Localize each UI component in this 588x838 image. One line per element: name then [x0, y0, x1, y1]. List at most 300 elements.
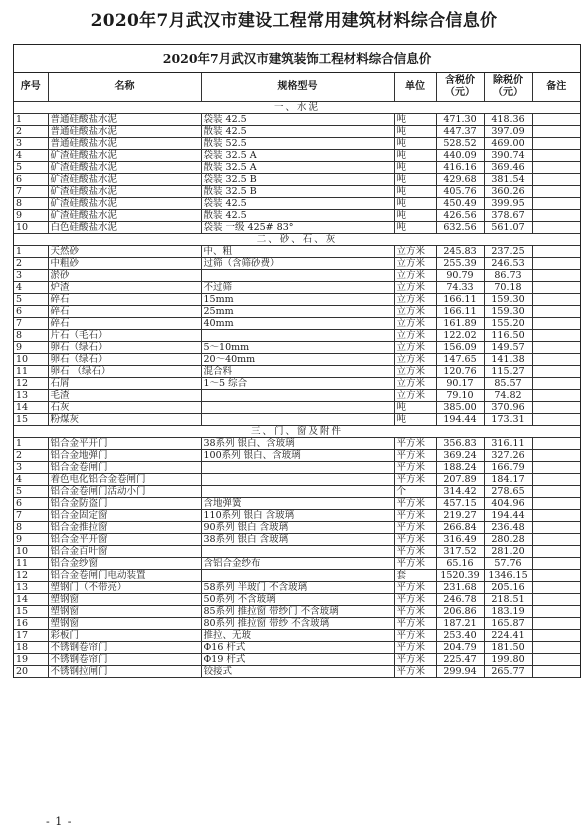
- table-row: [14, 294, 580, 306]
- cell-tax-excl: 155.20: [484, 318, 532, 330]
- cell-tax-excl: 57.76: [484, 558, 532, 570]
- cell-spec: 推拉、无玻: [201, 630, 394, 642]
- cell-tax-excl: 181.50: [484, 642, 532, 654]
- cell-remark: [532, 474, 580, 486]
- cell-no: 15: [14, 606, 48, 618]
- cell-spec: 中、粗: [201, 246, 394, 258]
- cell-tax-excl: 85.57: [484, 378, 532, 390]
- cell-name: 石屑: [48, 378, 201, 390]
- cell-remark: [532, 246, 580, 258]
- cell-tax-excl: 561.07: [484, 222, 532, 234]
- cell-name: 碎石: [48, 294, 201, 306]
- cell-remark: [532, 342, 580, 354]
- cell-tax-incl: 74.33: [436, 282, 484, 294]
- cell-unit: 平方米: [394, 450, 436, 462]
- section-header-row: [14, 102, 580, 114]
- cell-spec: 不过筛: [201, 282, 394, 294]
- cell-remark: [532, 462, 580, 474]
- cell-name: 铝合金固定窗: [48, 510, 201, 522]
- cell-tax-incl: 253.40: [436, 630, 484, 642]
- cell-name: 铝合金防盗门: [48, 498, 201, 510]
- cell-no: 9: [14, 534, 48, 546]
- table-row: [14, 138, 580, 150]
- cell-unit: 立方米: [394, 246, 436, 258]
- cell-unit: 平方米: [394, 594, 436, 606]
- cell-unit: 吨: [394, 126, 436, 138]
- cell-tax-incl: 156.09: [436, 342, 484, 354]
- cell-no: 3: [14, 270, 48, 282]
- cell-name: 卵石（绿石）: [48, 354, 201, 366]
- cell-name: 石灰: [48, 402, 201, 414]
- cell-spec: 含铝合金纱布: [201, 558, 394, 570]
- cell-no: 8: [14, 330, 48, 342]
- cell-tax-incl: 122.02: [436, 330, 484, 342]
- table-row: [14, 402, 580, 414]
- cell-tax-excl: 360.26: [484, 186, 532, 198]
- cell-unit: 吨: [394, 174, 436, 186]
- cell-spec: 100系列 银白、含玻璃: [201, 450, 394, 462]
- header-remark: 备注: [532, 73, 580, 102]
- cell-name: 铝合金卷闸门活动小门: [48, 486, 201, 498]
- cell-name: 白色硅酸盐水泥: [48, 222, 201, 234]
- cell-name: 普通硅酸盐水泥: [48, 138, 201, 150]
- cell-tax-excl: 278.65: [484, 486, 532, 498]
- cell-unit: 吨: [394, 210, 436, 222]
- cell-tax-excl: 149.57: [484, 342, 532, 354]
- cell-name: 铝合金卷闸门电动装置: [48, 570, 201, 582]
- cell-name: 铝合金地弹门: [48, 450, 201, 462]
- cell-remark: [532, 306, 580, 318]
- cell-no: 9: [14, 342, 48, 354]
- table-row: [14, 390, 580, 402]
- cell-remark: [532, 258, 580, 270]
- cell-spec: [201, 546, 394, 558]
- table-body: [14, 102, 580, 678]
- table-row: [14, 594, 580, 606]
- cell-remark: [532, 450, 580, 462]
- cell-remark: [532, 318, 580, 330]
- table-row: [14, 174, 580, 186]
- cell-name: 不锈钢卷帘门: [48, 642, 201, 654]
- cell-unit: 平方米: [394, 522, 436, 534]
- cell-spec: [201, 462, 394, 474]
- cell-tax-excl: 194.44: [484, 510, 532, 522]
- cell-unit: 平方米: [394, 462, 436, 474]
- cell-spec: 散装 42.5: [201, 126, 394, 138]
- cell-name: 塑钢窗: [48, 618, 201, 630]
- cell-no: 14: [14, 402, 48, 414]
- cell-tax-incl: 440.09: [436, 150, 484, 162]
- cell-unit: 立方米: [394, 342, 436, 354]
- header-no: 序号: [14, 73, 48, 102]
- cell-tax-excl: 236.48: [484, 522, 532, 534]
- cell-remark: [532, 150, 580, 162]
- cell-no: 1: [14, 438, 48, 450]
- table-row: [14, 462, 580, 474]
- cell-no: 10: [14, 354, 48, 366]
- cell-tax-incl: 166.11: [436, 294, 484, 306]
- cell-remark: [532, 378, 580, 390]
- cell-no: 8: [14, 522, 48, 534]
- cell-no: 1: [14, 246, 48, 258]
- cell-no: 7: [14, 186, 48, 198]
- table-row: [14, 246, 580, 258]
- cell-tax-excl: 404.96: [484, 498, 532, 510]
- table-row: [14, 126, 580, 138]
- table-row: [14, 354, 580, 366]
- cell-no: 3: [14, 138, 48, 150]
- cell-no: 4: [14, 150, 48, 162]
- table-row: [14, 642, 580, 654]
- cell-no: 1: [14, 114, 48, 126]
- cell-no: 17: [14, 630, 48, 642]
- header-unit: 单位: [394, 73, 436, 102]
- cell-remark: [532, 582, 580, 594]
- cell-unit: 平方米: [394, 630, 436, 642]
- cell-tax-incl: 457.15: [436, 498, 484, 510]
- cell-unit: 平方米: [394, 582, 436, 594]
- cell-unit: 吨: [394, 138, 436, 150]
- cell-unit: 立方米: [394, 270, 436, 282]
- cell-name: 矿渣硅酸盐水泥: [48, 150, 201, 162]
- cell-unit: 立方米: [394, 294, 436, 306]
- cell-tax-incl: 1520.39: [436, 570, 484, 582]
- cell-no: 5: [14, 486, 48, 498]
- cell-no: 9: [14, 210, 48, 222]
- cell-spec: [201, 414, 394, 426]
- cell-unit: 套: [394, 570, 436, 582]
- cell-tax-excl: 469.00: [484, 138, 532, 150]
- cell-spec: 25mm: [201, 306, 394, 318]
- cell-spec: 袋装 42.5: [201, 198, 394, 210]
- cell-name: 矿渣硅酸盐水泥: [48, 162, 201, 174]
- table-row: [14, 330, 580, 342]
- cell-unit: 吨: [394, 114, 436, 126]
- cell-unit: 吨: [394, 222, 436, 234]
- cell-tax-incl: 528.52: [436, 138, 484, 150]
- cell-tax-excl: 159.30: [484, 306, 532, 318]
- cell-unit: 平方米: [394, 618, 436, 630]
- cell-name: 普通硅酸盐水泥: [48, 126, 201, 138]
- cell-name: 不锈钢拉闸门: [48, 666, 201, 678]
- cell-spec: 含地弹簧: [201, 498, 394, 510]
- cell-tax-excl: 237.25: [484, 246, 532, 258]
- cell-unit: 平方米: [394, 606, 436, 618]
- cell-remark: [532, 438, 580, 450]
- cell-remark: [532, 594, 580, 606]
- cell-no: 4: [14, 282, 48, 294]
- cell-unit: 平方米: [394, 438, 436, 450]
- cell-name: 铝合金平开窗: [48, 534, 201, 546]
- cell-tax-excl: 281.20: [484, 546, 532, 558]
- table-row: [14, 258, 580, 270]
- cell-spec: 1～5 综合: [201, 378, 394, 390]
- cell-tax-incl: 231.68: [436, 582, 484, 594]
- cell-tax-excl: 369.46: [484, 162, 532, 174]
- cell-no: 7: [14, 318, 48, 330]
- cell-name: 塑钢窗: [48, 606, 201, 618]
- table-row: [14, 618, 580, 630]
- cell-remark: [532, 570, 580, 582]
- table-row: [14, 450, 580, 462]
- cell-name: 铝合金平开门: [48, 438, 201, 450]
- cell-spec: 15mm: [201, 294, 394, 306]
- cell-spec: 80系列 推拉窗 带纱 不含玻璃: [201, 618, 394, 630]
- cell-unit: 立方米: [394, 258, 436, 270]
- cell-unit: 平方米: [394, 558, 436, 570]
- table-title: 2020年7月武汉市建筑装饰工程材料综合信息价: [14, 45, 580, 73]
- cell-remark: [532, 534, 580, 546]
- price-sheet: [13, 44, 581, 678]
- cell-spec: 铰接式: [201, 666, 394, 678]
- cell-remark: [532, 282, 580, 294]
- cell-no: 6: [14, 306, 48, 318]
- table-row: [14, 162, 580, 174]
- cell-name: 碎石: [48, 306, 201, 318]
- cell-name: 卵石 （绿石）: [48, 366, 201, 378]
- cell-spec: 38系列 银白 含玻璃: [201, 534, 394, 546]
- cell-remark: [532, 642, 580, 654]
- cell-tax-excl: 381.54: [484, 174, 532, 186]
- cell-unit: 个: [394, 486, 436, 498]
- cell-spec: [201, 270, 394, 282]
- cell-tax-incl: 266.84: [436, 522, 484, 534]
- cell-name: 卵石（绿石）: [48, 342, 201, 354]
- cell-tax-incl: 356.83: [436, 438, 484, 450]
- cell-spec: Φ19 杆式: [201, 654, 394, 666]
- price-table: [14, 73, 580, 678]
- cell-unit: 立方米: [394, 282, 436, 294]
- cell-name: 塑钢门（不带亮）: [48, 582, 201, 594]
- cell-unit: 吨: [394, 162, 436, 174]
- cell-no: 11: [14, 558, 48, 570]
- header-tax-excl: 除税价 （元）: [484, 73, 532, 102]
- cell-remark: [532, 138, 580, 150]
- cell-unit: 吨: [394, 186, 436, 198]
- cell-tax-excl: 116.50: [484, 330, 532, 342]
- cell-tax-excl: 246.53: [484, 258, 532, 270]
- header-tax-incl: 含税价 （元）: [436, 73, 484, 102]
- table-row: [14, 318, 580, 330]
- cell-name: 塑钢窗: [48, 594, 201, 606]
- cell-tax-incl: 194.44: [436, 414, 484, 426]
- cell-remark: [532, 174, 580, 186]
- cell-tax-incl: 369.24: [436, 450, 484, 462]
- cell-tax-incl: 447.37: [436, 126, 484, 138]
- cell-tax-incl: 429.68: [436, 174, 484, 186]
- cell-tax-excl: 199.80: [484, 654, 532, 666]
- cell-spec: 20～40mm: [201, 354, 394, 366]
- table-row: [14, 438, 580, 450]
- cell-tax-excl: 218.51: [484, 594, 532, 606]
- cell-tax-excl: 115.27: [484, 366, 532, 378]
- cell-no: 6: [14, 498, 48, 510]
- cell-no: 8: [14, 198, 48, 210]
- table-row: [14, 558, 580, 570]
- cell-tax-excl: 165.87: [484, 618, 532, 630]
- cell-tax-incl: 246.78: [436, 594, 484, 606]
- cell-name: 碎石: [48, 318, 201, 330]
- cell-tax-incl: 426.56: [436, 210, 484, 222]
- cell-unit: 立方米: [394, 390, 436, 402]
- cell-spec: 110系列 银白 含玻璃: [201, 510, 394, 522]
- table-row: [14, 510, 580, 522]
- cell-tax-incl: 188.24: [436, 462, 484, 474]
- cell-no: 5: [14, 162, 48, 174]
- cell-no: 16: [14, 618, 48, 630]
- section-title: 一、水泥: [14, 102, 580, 114]
- cell-tax-incl: 166.11: [436, 306, 484, 318]
- cell-tax-excl: 418.36: [484, 114, 532, 126]
- cell-tax-incl: 65.16: [436, 558, 484, 570]
- cell-remark: [532, 486, 580, 498]
- cell-tax-incl: 225.47: [436, 654, 484, 666]
- cell-tax-incl: 207.89: [436, 474, 484, 486]
- table-row: [14, 378, 580, 390]
- cell-unit: 平方米: [394, 654, 436, 666]
- cell-spec: 50系列 不含玻璃: [201, 594, 394, 606]
- cell-name: 着色电化铝合金卷闸门: [48, 474, 201, 486]
- cell-remark: [532, 114, 580, 126]
- cell-spec: [201, 474, 394, 486]
- cell-remark: [532, 498, 580, 510]
- cell-no: 12: [14, 378, 48, 390]
- section-header-row: [14, 426, 580, 438]
- section-title: 三、门、窗及附件: [14, 426, 580, 438]
- table-row: [14, 150, 580, 162]
- cell-no: 7: [14, 510, 48, 522]
- table-row: [14, 498, 580, 510]
- cell-tax-incl: 416.16: [436, 162, 484, 174]
- cell-unit: 吨: [394, 402, 436, 414]
- cell-spec: 58系列 半玻门 不含玻璃: [201, 582, 394, 594]
- cell-remark: [532, 558, 580, 570]
- table-row: [14, 366, 580, 378]
- cell-spec: 袋装 一级 425# 83°: [201, 222, 394, 234]
- cell-unit: 平方米: [394, 642, 436, 654]
- table-row: [14, 210, 580, 222]
- cell-spec: 85系列 推拉窗 带纱门 不含玻璃: [201, 606, 394, 618]
- cell-tax-incl: 204.79: [436, 642, 484, 654]
- cell-tax-excl: 141.38: [484, 354, 532, 366]
- cell-name: 不锈钢卷帘门: [48, 654, 201, 666]
- cell-remark: [532, 510, 580, 522]
- cell-name: 炉渣: [48, 282, 201, 294]
- cell-name: 矿渣硅酸盐水泥: [48, 174, 201, 186]
- cell-spec: 散装 32.5 B: [201, 186, 394, 198]
- cell-tax-incl: 314.42: [436, 486, 484, 498]
- cell-tax-incl: 245.83: [436, 246, 484, 258]
- cell-remark: [532, 126, 580, 138]
- cell-remark: [532, 630, 580, 642]
- cell-tax-incl: 90.17: [436, 378, 484, 390]
- cell-name: 矿渣硅酸盐水泥: [48, 186, 201, 198]
- cell-tax-excl: 316.11: [484, 438, 532, 450]
- cell-no: 13: [14, 390, 48, 402]
- cell-name: 淤砂: [48, 270, 201, 282]
- table-row: [14, 546, 580, 558]
- cell-no: 15: [14, 414, 48, 426]
- cell-no: 11: [14, 366, 48, 378]
- header-name: 名称: [48, 73, 201, 102]
- cell-tax-excl: 184.17: [484, 474, 532, 486]
- cell-tax-excl: 74.82: [484, 390, 532, 402]
- cell-remark: [532, 522, 580, 534]
- cell-name: 矿渣硅酸盐水泥: [48, 198, 201, 210]
- cell-remark: [532, 666, 580, 678]
- cell-name: 矿渣硅酸盐水泥: [48, 210, 201, 222]
- cell-tax-excl: 173.31: [484, 414, 532, 426]
- table-row: [14, 186, 580, 198]
- cell-spec: [201, 390, 394, 402]
- table-row: [14, 630, 580, 642]
- cell-tax-excl: 224.41: [484, 630, 532, 642]
- cell-tax-excl: 70.18: [484, 282, 532, 294]
- cell-unit: 立方米: [394, 306, 436, 318]
- table-row: [14, 654, 580, 666]
- cell-remark: [532, 186, 580, 198]
- cell-tax-excl: 265.77: [484, 666, 532, 678]
- cell-tax-incl: 317.52: [436, 546, 484, 558]
- cell-tax-incl: 450.49: [436, 198, 484, 210]
- cell-tax-incl: 405.76: [436, 186, 484, 198]
- cell-no: 13: [14, 582, 48, 594]
- cell-remark: [532, 198, 580, 210]
- cell-remark: [532, 210, 580, 222]
- cell-spec: 袋装 32.5 A: [201, 150, 394, 162]
- cell-remark: [532, 546, 580, 558]
- cell-spec: [201, 570, 394, 582]
- cell-spec: 38系列 银白、含玻璃: [201, 438, 394, 450]
- table-row: [14, 570, 580, 582]
- cell-remark: [532, 606, 580, 618]
- cell-tax-incl: 299.94: [436, 666, 484, 678]
- cell-no: 2: [14, 126, 48, 138]
- page-number: - 1 -: [46, 815, 73, 828]
- cell-tax-excl: 370.96: [484, 402, 532, 414]
- cell-no: 10: [14, 546, 48, 558]
- section-title: 二、砂、石、灰: [14, 234, 580, 246]
- cell-unit: 立方米: [394, 366, 436, 378]
- table-row: [14, 534, 580, 546]
- cell-tax-incl: 471.30: [436, 114, 484, 126]
- cell-spec: 40mm: [201, 318, 394, 330]
- table-row: [14, 414, 580, 426]
- cell-spec: 散装 52.5: [201, 138, 394, 150]
- cell-remark: [532, 618, 580, 630]
- cell-spec: 5～10mm: [201, 342, 394, 354]
- cell-spec: 袋装 42.5: [201, 114, 394, 126]
- cell-tax-excl: 86.73: [484, 270, 532, 282]
- cell-tax-excl: 159.30: [484, 294, 532, 306]
- cell-unit: 吨: [394, 414, 436, 426]
- cell-spec: Φ16 杆式: [201, 642, 394, 654]
- cell-tax-excl: 183.19: [484, 606, 532, 618]
- cell-unit: 吨: [394, 150, 436, 162]
- header-spec: 规格型号: [201, 73, 394, 102]
- cell-tax-excl: 399.95: [484, 198, 532, 210]
- cell-no: 4: [14, 474, 48, 486]
- cell-remark: [532, 270, 580, 282]
- cell-remark: [532, 354, 580, 366]
- cell-unit: 吨: [394, 198, 436, 210]
- cell-remark: [532, 402, 580, 414]
- cell-unit: 立方米: [394, 330, 436, 342]
- cell-spec: 散装 32.5 A: [201, 162, 394, 174]
- table-row: [14, 666, 580, 678]
- cell-spec: 90系列 银白 含玻璃: [201, 522, 394, 534]
- cell-name: 铝合金纱窗: [48, 558, 201, 570]
